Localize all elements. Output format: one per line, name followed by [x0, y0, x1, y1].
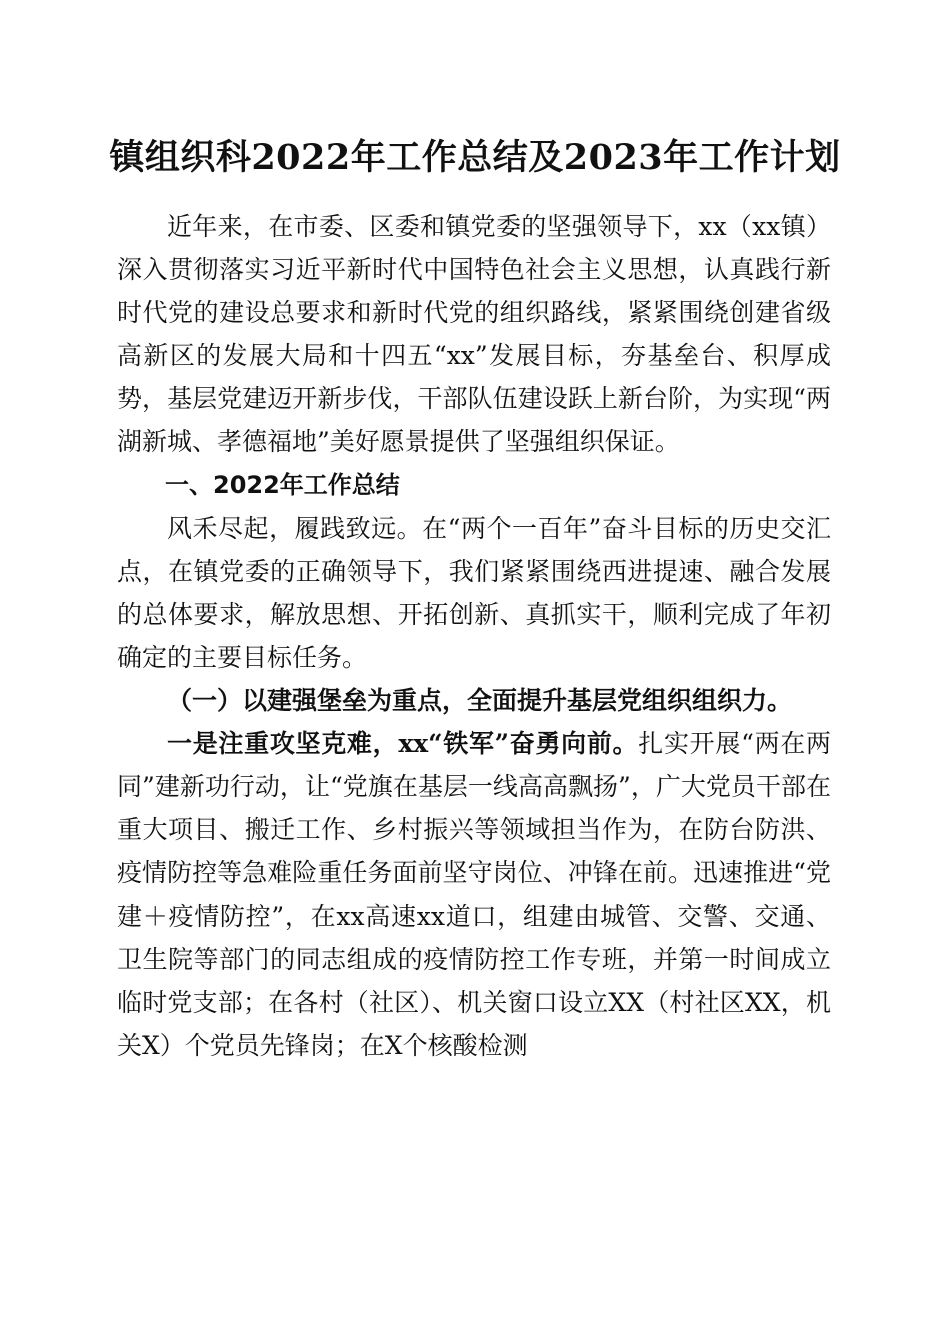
point-1-lead: 一是注重攻坚克难，xx“铁军”奋勇向前。	[167, 729, 639, 759]
document-title: 镇组织科2022年工作总结及2023年工作计划	[109, 137, 841, 178]
section-summary-paragraph: 风禾尽起，履践致远。在“两个一百年”奋斗目标的历史交汇点，在镇党委的正确领导下，我们紧紧围绕西进提速、融合发展的总体要求，解放思想、开拓创新、真抓实干，顺利完成了年初确定的主要目标任务。	[117, 513, 831, 672]
document-body	[117, 205, 831, 1067]
section-heading-2022-summary: 一、2022年工作总结	[165, 470, 400, 499]
point-1-paragraph	[117, 722, 831, 1067]
point-1-text: 扎实开展“两在两同”建新功行动，让“党旗在基层一线高高飘扬”，广大党员干部在重大项目、搬迁工作、乡村振兴等领域担当作为，在防台防洪、疫情防控等急难险重任务面前坚守岗位、冲锋在前。迅速推进“党建＋疫情防控”，在xx高速xx道口，组建由城管、交警、交通、卫生院等部门的同志组成的疫情防控工作专班，并第一时间成立临时党支部；在各村（社区）、机关窗口设立XX（村社区XX，机关X）个党员先锋岗；在X个核酸检测	[117, 729, 831, 1060]
subsection-heading-1: （一）以建强堡垒为重点，全面提升基层党组织组织力。	[167, 686, 793, 716]
intro-paragraph: 近年来，在市委、区委和镇党委的坚强领导下，xx（xx镇）深入贯彻落实习近平新时代中国特色社会主义思想，认真践行新时代党的建设总要求和新时代党的组织路线，紧紧围绕创建省级高新区的发展大局和十四五“xx”发展目标，夯基垒台、积厚成势，基层党建迈开新步伐，干部队伍建设跃上新台阶，为实现“两湖新城、孝德福地”美好愿景提供了坚强组织保证。	[117, 212, 831, 457]
